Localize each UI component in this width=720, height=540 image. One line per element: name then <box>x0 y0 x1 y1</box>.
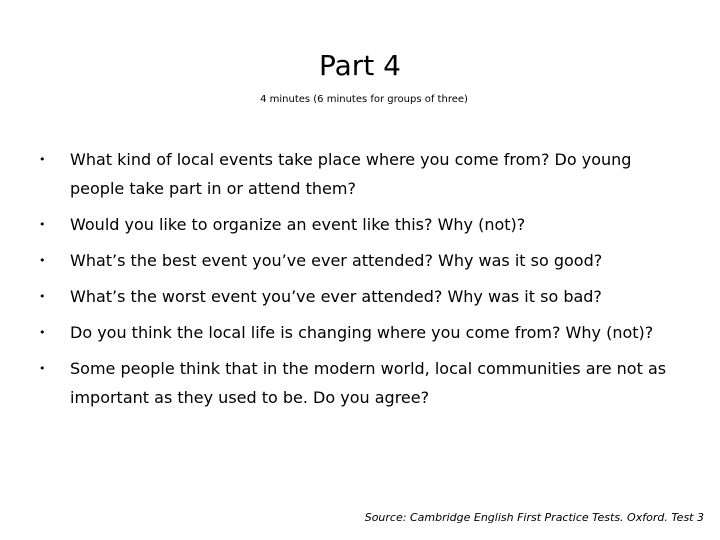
slide-title <box>0 48 720 84</box>
source-citation: Source: Cambridge English First Practice Tests. Oxford. Test 3 <box>364 511 704 524</box>
question-text: What’s the best event you’ve ever attended? Why was it so good? <box>70 251 603 270</box>
question-text: Do you think the local life is changing where you come from? Why (not)? <box>70 323 654 342</box>
bullet-icon: • <box>39 326 46 339</box>
question-item <box>0 145 720 203</box>
bullet-icon: • <box>39 362 46 375</box>
question-list <box>0 145 720 412</box>
question-text: Some people think that in the modern world, local communities are not as important as they used to be. Do you agree? <box>70 359 667 407</box>
question-text: What kind of local events take place where you come from? Do young people take part in or attend them? <box>70 150 632 198</box>
question-text: What’s the worst event you’ve ever attended? Why was it so bad? <box>70 287 602 306</box>
question-item <box>0 354 720 412</box>
bullet-icon: • <box>39 218 46 231</box>
question-item <box>0 210 720 239</box>
question-item <box>0 318 720 347</box>
bullet-icon: • <box>39 254 46 267</box>
slide-subtitle: 4 minutes (6 minutes for groups of three) <box>260 94 468 105</box>
bullet-icon: • <box>39 153 46 166</box>
question-item <box>0 282 720 311</box>
bullet-icon: • <box>39 290 46 303</box>
question-text: Would you like to organize an event like this? Why (not)? <box>70 215 526 234</box>
question-item <box>0 246 720 275</box>
slide-title-text: Part 4 <box>319 49 401 82</box>
